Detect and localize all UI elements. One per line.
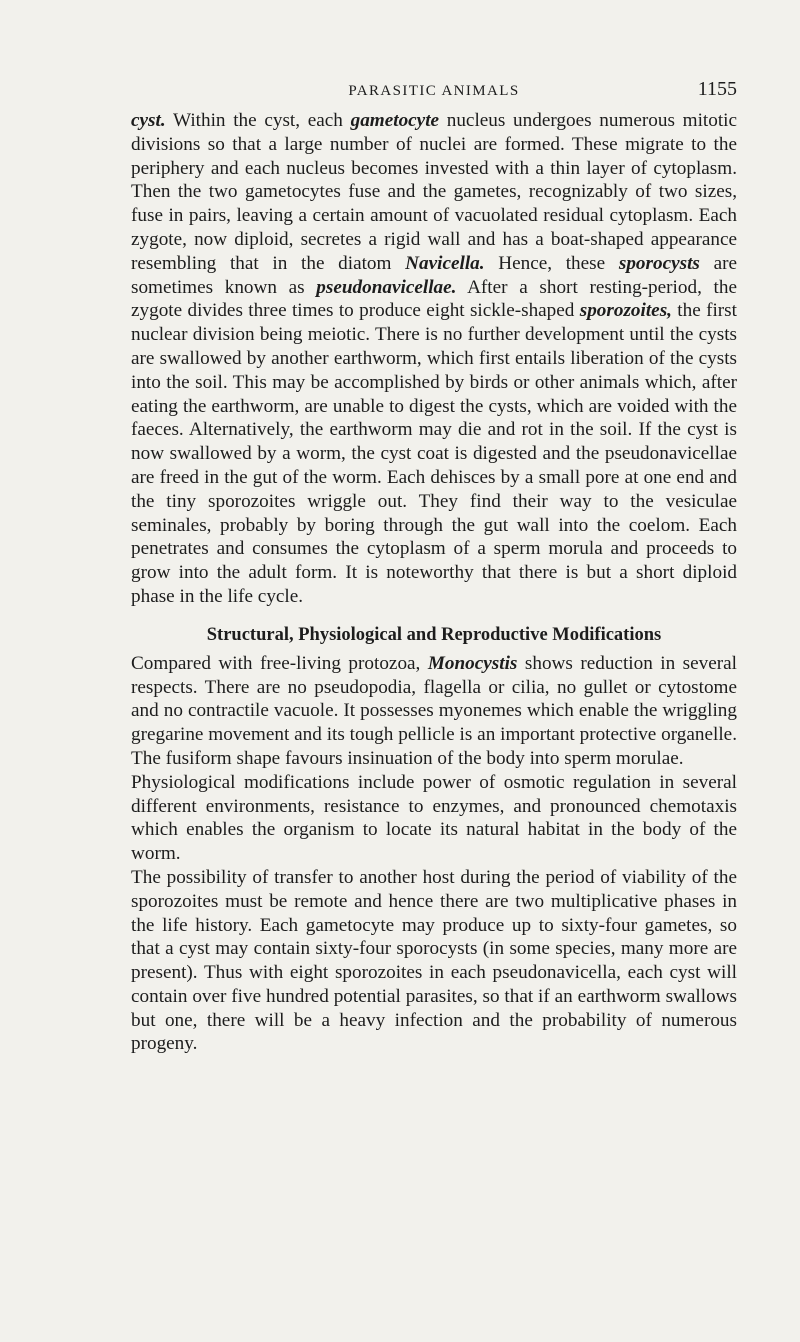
text-run: After a short resting-period, the zygote divides three times to produce eight sickle-shaped xyxy=(131,276,737,322)
page-header xyxy=(131,78,737,102)
text-run: nucleus undergoes numerous mitotic divisions so that a large number of nuclei are formed. These migrate to the periphery and each nucleus becomes invested with a thin layer of cytoplasm. Then the two gametocytes fuse and the gametes, recognizably of two sizes, fuse in pairs, leaving a certain amount of vacuolated residual cytoplasm. Each zygote, now diploid, secretes a rigid wall and has a boat-shaped appearance resembling that in the diatom xyxy=(131,110,737,274)
text-run: Compared with free-living protozoa, xyxy=(131,652,428,674)
text-run: Within the cyst, each xyxy=(165,110,351,131)
italic-term-cyst: cyst. xyxy=(131,110,166,131)
text-run: are sometimes known as xyxy=(131,252,737,298)
paragraph-structural-modifications xyxy=(131,652,737,771)
text-run: shows reduction in several respects. There are no pseudopodia, flagella or cilia, no gullet or cytostome and no contractile vacuole. It possesses myonemes which enable the wriggling gregarine movement and its tough pellicle is an important protective organelle. The fusiform shape favours insinuation of the body into sperm morulae. xyxy=(131,652,737,769)
text-run: Hence, these xyxy=(484,252,619,274)
paragraph-physiological-modifications: Physiological modifications include power of osmotic regulation in several different environments, resistance to enzymes, and pronounced chemotaxis which enables the organism to locate its natural habitat in the body of the worm. xyxy=(131,771,737,865)
italic-term-navicella: Navicella. xyxy=(405,252,485,274)
page-body xyxy=(131,109,737,1056)
page-number: 1155 xyxy=(697,78,737,100)
italic-term-sporozoites: sporozoites, xyxy=(579,300,672,322)
italic-term-gametocyte: gametocyte xyxy=(350,110,440,131)
paragraph-reproductive-modifications: The possibility of transfer to another host during the period of viability of the sporozoites must be remote and hence there are two multiplicative phases in the life history. Each gametocyte may produce up to sixty-four gametes, so that a cyst may contain sixty-four sporocysts (in some species, many more are present). Thus with eight sporozoites in each pseudonavicella, each cyst will contain over five hundred potential parasites, so that if an earthworm swallows but one, there will be a heavy infection and the probability of numerous progeny. xyxy=(131,866,737,1055)
italic-term-monocystis: Monocystis xyxy=(427,652,518,674)
italic-term-pseudonavicellae: pseudonavicellae. xyxy=(316,276,457,298)
section-heading: Structural, Physiological and Reproductive Modifications xyxy=(206,624,662,645)
running-head: PARASITIC ANIMALS xyxy=(348,83,520,99)
paragraph-cyst-development xyxy=(131,109,737,609)
text-run: the first nuclear division being meiotic. There is no further development until the cysts are swallowed by another earthworm, which first entails liberation of the cysts into the soil. This may be accomplished by birds or other animals which, after eating the earthworm, are unable to digest the cysts, which are voided with the faeces. Alternatively, the earthworm may die and rot in the soil. If the cyst is now swallowed by a worm, the cyst coat is digested and the pseudonavicellae are freed in the gut of the worm. Each dehisces by a small pore at one end and the tiny sporozoites wriggle out. They find their way to the vesiculae seminales, probably by boring through the gut wall into the coelom. Each penetrates and consumes the cytoplasm of a sperm morula and proceeds to grow into the adult form. It is noteworthy that there is but a short diploid phase in the life cycle. xyxy=(131,300,737,607)
italic-term-sporocysts: sporocysts xyxy=(618,252,700,274)
